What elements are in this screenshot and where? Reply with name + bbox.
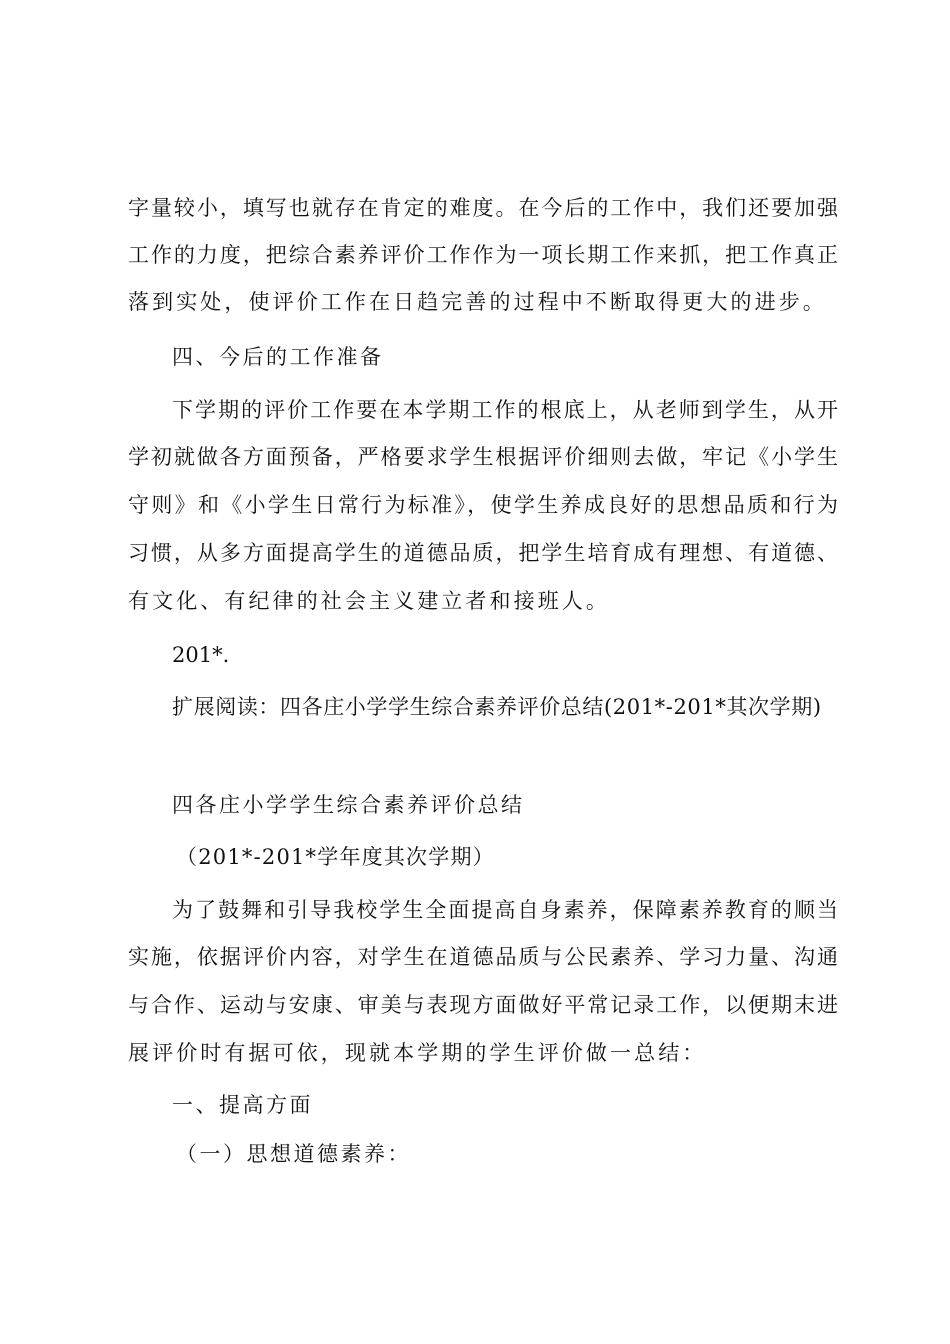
document-subtitle: （201*-201*学年度其次学期）	[176, 845, 495, 869]
paragraph-line-6: 学初就做各方面预备，严格要求学生根据评价细则去做，牢记《小学生	[128, 445, 838, 469]
paragraph-line-7: 守则》和《小学生日常行为标准》，使学生养成良好的思想品质和行为	[128, 493, 838, 517]
paragraph-line-8: 习惯，从多方面提高学生的道德品质，把学生培育成有理想、有道德、	[128, 541, 838, 565]
subsection-heading-moral: （一）思想道德素养：	[176, 1142, 411, 1166]
paragraph-line-14: 为了鼓舞和引导我校学生全面提高自身素养，保障素养教育的顺当	[172, 898, 838, 922]
extended-reading-line: 扩展阅读：四各庄小学学生综合素养评价总结(201*-201*其次学期)	[172, 695, 822, 719]
paragraph-line-16: 与合作、运动与安康、审美与表现方面做好平常记录工作，以便期末进	[128, 993, 838, 1017]
paragraph-line-2: 工作的力度，把综合素养评价工作作为一项长期工作来抓，把工作真正	[128, 243, 838, 267]
section-heading-improvement: 一、提高方面	[172, 1093, 313, 1117]
document-title: 四各庄小学学生综合素养评价总结	[172, 793, 525, 817]
section-heading-4: 四、今后的工作准备	[172, 345, 384, 369]
paragraph-line-5: 下学期的评价工作要在本学期工作的根底上，从老师到学生，从开	[172, 398, 838, 422]
paragraph-line-15: 实施，依据评价内容，对学生在道德品质与公民素养、学习力量、沟通	[128, 945, 838, 969]
paragraph-line-3: 落到实处，使评价工作在日趋完善的过程中不断取得更大的进步。	[128, 290, 827, 314]
paragraph-line-17: 展评价时有据可依，现就本学期的学生评价做一总结：	[128, 1041, 707, 1065]
paragraph-line-9: 有文化、有纪律的社会主义建立者和接班人。	[128, 589, 610, 613]
paragraph-line-1: 字量较小，填写也就存在肯定的难度。在今后的工作中，我们还要加强	[128, 196, 838, 220]
date-line: 201*.	[172, 643, 230, 667]
